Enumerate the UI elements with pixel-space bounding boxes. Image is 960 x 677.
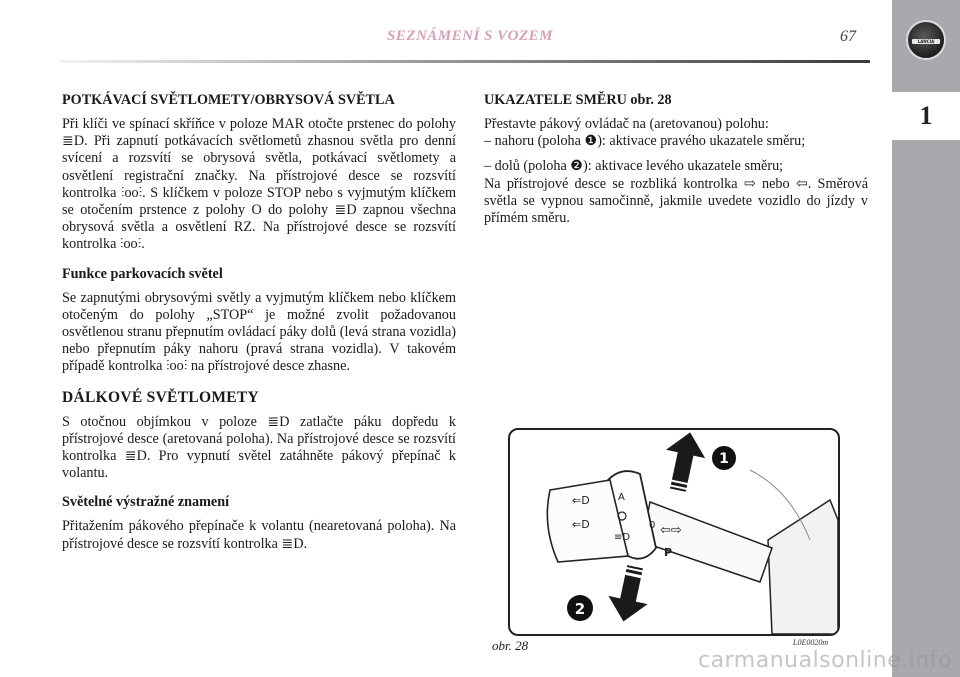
paragraph-parking-lights: Se zapnutými obrysovými světly a vyjmutým klíčkem nebo klíčkem otočeným do polohy „STOP“ je možné zvolit požadovanou osvětlenou stranu přepnutím ovládací páky dolů (levá strana vozidla) nebo přepnutím páky nahoru (pravá strana vozidla). V takovém případě kontrolka ⫶oo⫶ na přístrojové desce zhasne. — [62, 289, 456, 375]
paragraph-turn-down: – dolů (poloha ❷): aktivace levého ukazatele směru; — [484, 158, 784, 175]
side-tab — [892, 0, 960, 677]
lever-label-zero: 0 — [649, 520, 656, 531]
arrow-up — [658, 430, 709, 494]
figure-lever-illustration — [508, 428, 840, 636]
steering-column — [768, 500, 838, 634]
section-heading-low-beam: POTKÁVACÍ SVĚTLOMETY/OBRYSOVÁ SVĚTLA — [62, 92, 395, 108]
lever-symbol-turn: ⇦⇨ — [660, 523, 682, 538]
watermark: carmanualsonline.info — [698, 648, 952, 673]
lever-drawing — [510, 430, 838, 634]
lever-label-p: P — [664, 546, 673, 559]
header-rule — [60, 60, 870, 63]
section-heading-high-beam: DÁLKOVÉ SVĚTLOMETY — [62, 388, 260, 406]
subheading-flash: Světelné výstražné znamení — [62, 494, 230, 511]
page-header-title: SEZNÁMENÍ S VOZEM — [386, 28, 554, 44]
lever-symbol-auto: A — [618, 492, 625, 503]
lever-symbol-fog: ⇐D — [572, 518, 590, 531]
page-number: 67 — [840, 28, 856, 45]
subheading-parking-lights: Funkce parkovacích světel — [62, 265, 223, 282]
paragraph-turn-up: – nahoru (poloha ❶): aktivace pravého ukazatele směru; — [484, 133, 806, 150]
paragraph-turn-signals-intro: Přestavte pákový ovládač na (aretovanou) polohu: — [484, 116, 769, 132]
left-column — [62, 92, 456, 561]
lever-shaft — [642, 502, 772, 582]
section-heading-turn-signals: UKAZATELE SMĚRU obr. 28 — [484, 92, 672, 108]
lever-symbol-beam: ≡D — [614, 532, 631, 543]
callout-two: 2 — [574, 600, 586, 618]
chapter-number: 1 — [892, 92, 960, 140]
lever-symbol-headlight: ⇐D — [572, 494, 590, 507]
logo-bar: LANCIA — [912, 39, 940, 44]
paragraph-flash: Přitažením pákového přepínače k volantu (nearetovaná poloha). Na přístrojové desce se rozsvítí kontrolka ≣D. — [62, 518, 456, 552]
paragraph-high-beam: S otočnou objímkou v poloze ≣D zatlačte páku dopředu k přístrojové desce (aretovaná poloha). Na přístrojové desce se rozsvítí kontrolka ≣D. Pro vypnutí světel zatáhněte pákový přepínač k volantu. — [62, 413, 456, 482]
right-column — [484, 92, 868, 235]
paragraph-turn-indicator: Na přístrojové desce se rozbliká kontrolka ⇨ nebo ⇦. Směrová světla se vypnou samočinně, jakmile uvedete vozidlo do jízdy v přímém směru. — [484, 175, 868, 227]
arrow-down — [604, 563, 655, 626]
lancia-logo — [906, 20, 946, 60]
paragraph-low-beam: Při klíči ve spínací skříňce v poloze MAR otočte prstenec do polohy ≣D. Při zapnutí potkávacích světlometů zhasnou světla pro denní svícení a rozsvítí se obrysová světla, potkávací světlomety a osvětlení registrační značky. Na přístrojové desce se rozsvítí kontrolka ⫶oo⫶. S klíčkem v poloze STOP nebo s vyjmutým klíčkem se otočením prstence z polohy O do polohy ≣D zapnou všechna obrysová světla a osvětlení RZ. Na přístrojové desce se rozsvítí kontrolka ⫶oo⫶. — [62, 116, 456, 253]
figure-code: L0E0020m — [793, 638, 829, 647]
callout-one: 1 — [719, 451, 729, 467]
figure-caption: obr. 28 — [492, 638, 529, 653]
